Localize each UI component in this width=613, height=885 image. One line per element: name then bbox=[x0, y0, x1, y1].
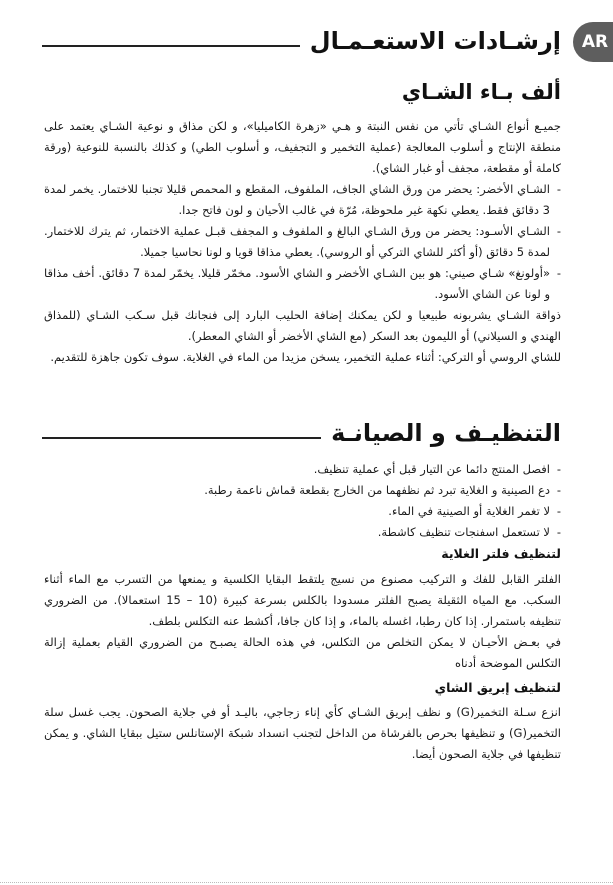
cleaning-section-header bbox=[42, 418, 561, 449]
language-badge: AR bbox=[573, 22, 613, 62]
filter-cleaning-body bbox=[44, 569, 561, 674]
teapot-cleaning-body bbox=[44, 702, 561, 765]
cleaning-step bbox=[44, 480, 561, 501]
tea-basics-heading: ألف بـاء الشـاي bbox=[401, 80, 561, 104]
usage-title-rule bbox=[42, 45, 300, 47]
tea-type-text: «أولونغ» شـاي صيني: هو بين الشـاي الأخضر و الشاي الأسود. مخمّر قليلا. يخمّر لمدة 7 دقائق. أخف مذاقا و لونا عن الشاي الأسود. bbox=[44, 266, 550, 301]
teapot-cleaning-heading: لتنظيف إبريق الشاي bbox=[434, 680, 561, 695]
cleaning-title-rule bbox=[42, 437, 321, 439]
cleaning-step bbox=[44, 522, 561, 543]
tea-type-text: الشـاي الأخضر: يحضر من ورق الشاي الجاف، الملفوف، المقطع و المحمص قليلا تجنبا للاختمار. يخمر لمدة 3 دقائق فقط. يعطي نكهة غير ملحوظة، مُرّة في غالب الأحيان و لون فاتح جدا. bbox=[44, 182, 550, 217]
cleaning-step bbox=[44, 501, 561, 522]
filter-text-1: الفلتر القابل للفك و التركيب مصنوع من نسيج يلتقط البقايا الكلسية و يمنعها من التسرب مع الماء أثناء السكب. مع المياه الثقيلة يصبح الفلتر مسدودا بالكلس بسرعة كبيرة (10 – 15 استعمالا). من الضروري تنظيفه باستمرار. إذا كان رطبا، اغسله بالماء، و إذا كان جافا، أكشط عنه التكلس بلطف. bbox=[44, 572, 561, 628]
list-dash: - bbox=[556, 483, 561, 497]
list-dash: - bbox=[556, 266, 561, 280]
page-bottom-edge bbox=[0, 882, 613, 883]
list-dash: - bbox=[556, 224, 561, 238]
usage-intro: جميـع أنواع الشـاي تأتي من نفس النبتة و هـي «زهرة الكاميليا»، و لكن مذاق و نوعية الشـاي يعتمد على منطقة الإنتاج و أسلوب المعالجة (عملية التخمير و التجفيف، و أسلوب الطي) و كذلك بالنسبة للنوعية (ورقة كاملة أو مقطعة، مجفف أو غبار الشاي). bbox=[44, 119, 561, 175]
cleaning-steps bbox=[44, 459, 561, 543]
usage-body bbox=[44, 116, 561, 368]
tea-type-oolong bbox=[44, 263, 561, 305]
tea-type-green bbox=[44, 179, 561, 221]
russian-tea-note: للشاي الروسي أو التركي: أثناء عملية التخمير، يسخن مزيدا من الماء في الغلاية. سوف تكون جاهزة للتقديم. bbox=[50, 350, 561, 364]
cleaning-step-text: افصل المنتج دائما عن التيار قبل أي عملية تنظيف. bbox=[313, 462, 550, 476]
tea-type-black bbox=[44, 221, 561, 263]
list-dash: - bbox=[556, 462, 561, 476]
cleaning-step-text: لا تغمر الغلاية أو الصينية في الماء. bbox=[388, 504, 550, 518]
list-dash: - bbox=[556, 182, 561, 196]
tea-type-text: الشـاي الأسـود: يحضر من ورق الشـاي البالغ و الملفوف و المجفف قبـل عملية الاختمار، ثم يترك للاختمار. لمدة 5 دقائق (أو أكثر للشاي التركي أو الروسي). يعطي مذاقا قويا و لونا نحاسيا جميلا. bbox=[44, 224, 550, 259]
usage-section-title: إرشـادات الاستعـمـال bbox=[309, 27, 561, 55]
list-dash: - bbox=[556, 504, 561, 518]
filter-text-2: في بعـض الأحيـان لا يمكن التخلص من التكلس، في هذه الحالة يصبـح من الضروري القيام بعملية إزالة التكلس الموضحة أدناه bbox=[44, 635, 561, 670]
teapot-text: انزع سـلة التخمير(G) و نظف إبريق الشـاي كأي إناء زجاجي، باليـد أو في جلاية الصحون. يجب غسل سلة التخمير(G) و تنظيفها بحرص بالفرشاة من الداخل لتجنب انسداد شبكة الإستانلس ستيل ببقايا الشاي. و يمكن تنظيفها في جلاية الصحون أيضا. bbox=[44, 705, 561, 761]
filter-cleaning-heading: لتنظيف فلتر الغلاية bbox=[441, 546, 561, 561]
cleaning-step bbox=[44, 459, 561, 480]
cleaning-section-title: التنظيـف و الصيانـة bbox=[331, 419, 561, 447]
cleaning-step-text: لا تستعمل اسفنجات تنظيف كاشطة. bbox=[377, 525, 550, 539]
milk-note: ذواقة الشـاي يشربونه طبيعيا و لكن يمكنك إضافة الحليب البارد إلى فنجانك قبل سـكب الشـاي (للمذاق الهندي و السيلاني) أو الليمون بعد السكر (مع الشاي الأخضر أو الشاي المعطر). bbox=[44, 308, 561, 343]
cleaning-step-text: دع الصينية و الغلاية تبرد ثم نظفهما من الخارج بقطعة قماش ناعمة رطبة. bbox=[204, 483, 550, 497]
usage-section-header bbox=[42, 26, 561, 57]
list-dash: - bbox=[556, 525, 561, 539]
